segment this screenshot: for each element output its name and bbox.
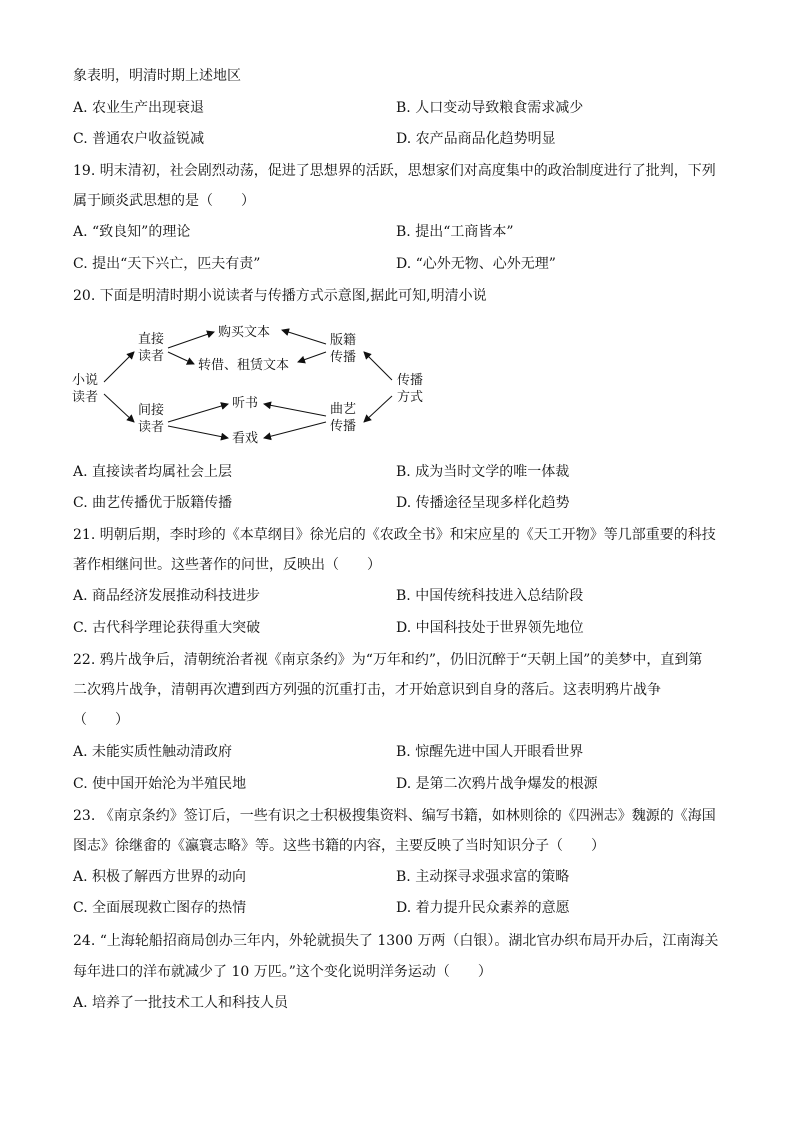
q18-option-b: B. 人口变动导致粮食需求减少 — [396, 100, 584, 116]
q22-stem-line1: 22. 鸦片战争后，清朝统治者视《南京条约》为“万年和约”，仍旧沉醉于“天朝上国”的美梦中，直到第 — [73, 652, 703, 668]
q22-stem-line3: （ ） — [73, 712, 129, 728]
q21-option-b: B. 中国传统科技进入总结阶段 — [396, 588, 584, 604]
q24-stem-line1: 24. “上海轮船招商局创办三年内，外轮就损失了 1300 万两（白银）。湖北官办织布局开办后，江南海关 — [73, 933, 719, 949]
q18-option-d: D. 农产品商品化趋势明显 — [396, 131, 556, 147]
book-label-1: 版籍 — [330, 333, 357, 348]
q23-option-a: A. 积极了解西方世界的动向 — [73, 869, 247, 885]
q18-option-a: A. 农业生产出现衰退 — [73, 100, 205, 116]
q23-option-d: D. 着力提升民众素养的意愿 — [396, 900, 570, 916]
q19-option-b: B. 提出“工商皆本” — [396, 224, 514, 240]
arrow-indirect-watch — [168, 426, 228, 438]
q20-option-a: A. 直接读者均属社会上层 — [73, 464, 233, 480]
q22-option-b: B. 惊醒先进中国人开眼看世界 — [396, 744, 584, 760]
q18-stem-end: 象表明，明清时期上述地区 — [73, 68, 241, 84]
q23-option-c: C. 全面展现救亡图存的热情 — [73, 900, 247, 916]
q20-option-b: B. 成为当时文学的唯一体裁 — [396, 464, 570, 480]
q20-option-c: C. 曲艺传播优于版籍传播 — [73, 495, 233, 511]
q23-option-b: B. 主动探寻求强求富的策略 — [396, 869, 570, 885]
q24-stem-line2: 每年进口的洋布就减少了 10 万匹。”这个变化说明洋务运动（ ） — [73, 964, 492, 980]
watch-label: 看戏 — [232, 431, 259, 446]
arrow-book-buy — [282, 330, 326, 344]
arrow-indirect-listen — [168, 404, 228, 422]
q22-option-c: C. 使中国开始沦为半殖民地 — [73, 776, 247, 792]
q19-option-d: D. “心外无物、心外无理” — [396, 256, 556, 272]
q21-option-c: C. 古代科学理论获得重大突破 — [73, 620, 261, 636]
arrow-direct-buy — [168, 332, 214, 348]
q23-stem-line1: 23. 《南京条约》签订后，一些有识之士积极搜集资料、编写书籍，如林则徐的《四洲志》魏源的《海国 — [73, 808, 716, 824]
mode-label-1: 传播 — [397, 373, 424, 388]
q24-option-a: A. 培养了一批技术工人和科技人员 — [73, 995, 289, 1011]
q22-option-d: D. 是第二次鸦片战争爆发的根源 — [396, 776, 598, 792]
buy-text-label: 购买文本 — [218, 325, 271, 340]
q22-stem-line2: 二次鸦片战争，清朝再次遭到西方列强的沉重打击，才开始意识到自身的落后。这表明鸦片战争 — [73, 682, 661, 698]
q21-stem-line2: 著作相继问世。这些著作的问世，反映出（ ） — [73, 557, 381, 573]
arrow-mode-opera — [364, 396, 392, 422]
indirect-reader-label-1: 间接 — [138, 403, 165, 418]
arrow-reader-indirect — [104, 394, 134, 422]
q21-stem-line1: 21. 明朝后期，李时珍的《本草纲目》徐光启的《农政全书》和宋应星的《天工开物》等几部重要的科技 — [73, 527, 716, 543]
q21-option-a: A. 商品经济发展推动科技进步 — [73, 588, 261, 604]
q19-stem-line2: 属于顾炎武思想的是（ ） — [73, 193, 255, 209]
reader-label-1: 小说 — [72, 373, 99, 388]
novel-readers-diagram — [70, 318, 440, 448]
opera-label-1: 曲艺 — [330, 402, 357, 417]
opera-label-2: 传播 — [330, 419, 357, 434]
q20-stem-line1: 20. 下面是明清时期小说读者与传播方式示意图,据此可知,明清小说 — [73, 288, 487, 304]
reader-label-2: 读者 — [72, 390, 99, 405]
arrow-mode-book — [364, 352, 392, 380]
q21-option-d: D. 中国科技处于世界领先地位 — [396, 620, 584, 636]
arrow-direct-borrow — [168, 352, 194, 364]
arrow-book-borrow — [298, 352, 326, 362]
book-label-2: 传播 — [330, 350, 357, 365]
borrow-text-label: 转借、租赁文本 — [198, 358, 290, 373]
q22-option-a: A. 未能实质性触动清政府 — [73, 744, 233, 760]
listen-label: 听书 — [232, 396, 259, 411]
q18-option-c: C. 普通农户收益锐减 — [73, 131, 205, 147]
arrow-opera-listen — [264, 404, 326, 416]
direct-reader-label-2: 读者 — [138, 349, 165, 364]
q19-option-a: A. “致良知”的理论 — [73, 224, 191, 240]
q23-stem-line2: 图志》徐继畬的《瀛寰志略》等。这些书籍的内容，主要反映了当时知识分子（ ） — [73, 838, 605, 854]
q19-stem-line1: 19. 明末清初，社会剧烈动荡，促进了思想界的活跃，思想家们对高度集中的政治制度进行了批判，下列 — [73, 163, 716, 179]
q19-option-c: C. 提出“天下兴亡，匹夫有责” — [73, 256, 261, 272]
mode-label-2: 方式 — [397, 390, 424, 405]
arrow-opera-watch — [264, 422, 326, 438]
indirect-reader-label-2: 读者 — [138, 420, 165, 435]
q20-option-d: D. 传播途径呈现多样化趋势 — [396, 495, 570, 511]
direct-reader-label-1: 直接 — [138, 332, 165, 347]
arrow-reader-direct — [104, 352, 134, 382]
